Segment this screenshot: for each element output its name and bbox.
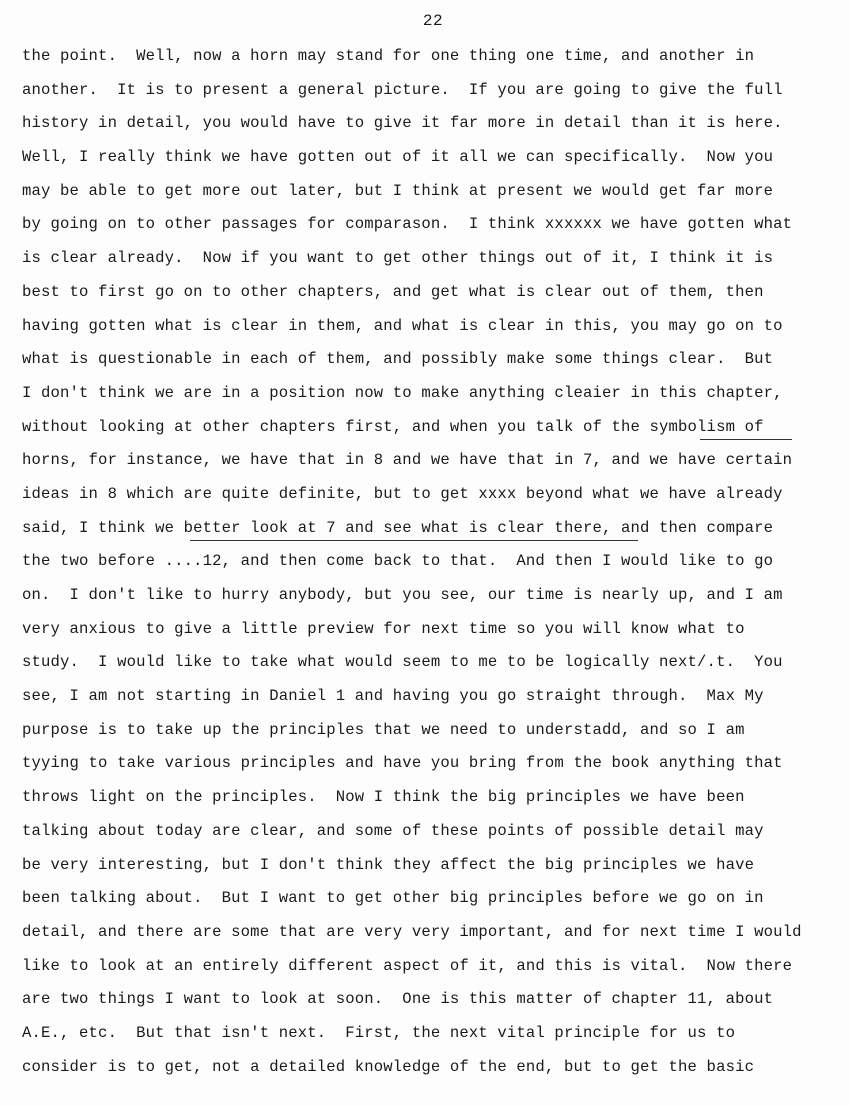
text-line: said, I think we better look at 7 and see what is clear there, and then compare [22, 518, 774, 537]
text-line: another. It is to present a general picture. If you are going to give the full [22, 80, 783, 99]
text-line: detail, and there are some that are very very important, and for next time I would [22, 922, 802, 941]
text-line: A.E., etc. But that isn't next. First, the next vital principle for us to [22, 1023, 736, 1042]
text-line: history in detail, you would have to give it far more in detail than it is here. [22, 114, 783, 133]
text-line: what is questionable in each of them, and possibly make some things clear. But [22, 350, 774, 369]
text-line: been talking about. But I want to get other big principles before we go on in [22, 889, 764, 908]
body-text [22, 40, 844, 1084]
underline-mark [700, 439, 792, 440]
text-line: without looking at other chapters first, and when you talk of the symbolism of [22, 417, 764, 436]
text-line: I don't think we are in a position now to make anything cleaier in this chapter, [22, 383, 783, 402]
text-line: by going on to other passages for comparason. I think xxxxxx we have gotten what [22, 215, 793, 234]
text-line: are two things I want to look at soon. One is this matter of chapter 11, about [22, 990, 774, 1009]
text-line: the two before ....12, and then come back to that. And then I would like to go [22, 552, 774, 571]
text-line: study. I would like to take what would seem to me to be logically next/.t. You [22, 653, 783, 672]
text-line: consider is to get, not a detailed knowledge of the end, but to get the basic [22, 1057, 755, 1076]
text-line: very anxious to give a little preview for next time so you will know what to [22, 619, 745, 638]
text-line: like to look at an entirely different aspect of it, and this is vital. Now there [22, 956, 793, 975]
underline-mark [190, 540, 638, 541]
text-line: is clear already. Now if you want to get other things out of it, I think it is [22, 249, 774, 268]
page-number: 22 [422, 12, 444, 30]
text-line: throws light on the principles. Now I think the big principles we have been [22, 788, 745, 807]
text-line: on. I don't like to hurry anybody, but you see, our time is nearly up, and I am [22, 586, 783, 604]
text-line: tyying to take various principles and have you bring from the book anything that [22, 754, 783, 773]
text-line: ideas in 8 which are quite definite, but to get xxxx beyond what we have already [22, 484, 783, 503]
text-line: horns, for instance, we have that in 8 and we have that in 7, and we have certain [22, 451, 793, 470]
text-line: talking about today are clear, and some of these points of possible detail may [22, 821, 764, 840]
text-line: best to first go on to other chapters, and get what is clear out of them, then [22, 282, 764, 301]
text-line: may be able to get more out later, but I think at present we would get far more [22, 181, 774, 200]
text-line: see, I am not starting in Daniel 1 and having you go straight through. Max My [22, 687, 764, 706]
text-line: the point. Well, now a horn may stand for one thing one time, and another in [22, 47, 755, 65]
text-line: be very interesting, but I don't think they affect the big principles we have [22, 855, 755, 874]
text-line: purpose is to take up the principles that we need to understadd, and so I am [22, 720, 745, 739]
text-line: having gotten what is clear in them, and what is clear in this, you may go on to [22, 316, 783, 335]
text-line: Well, I really think we have gotten out of it all we can specifically. Now you [22, 148, 774, 167]
